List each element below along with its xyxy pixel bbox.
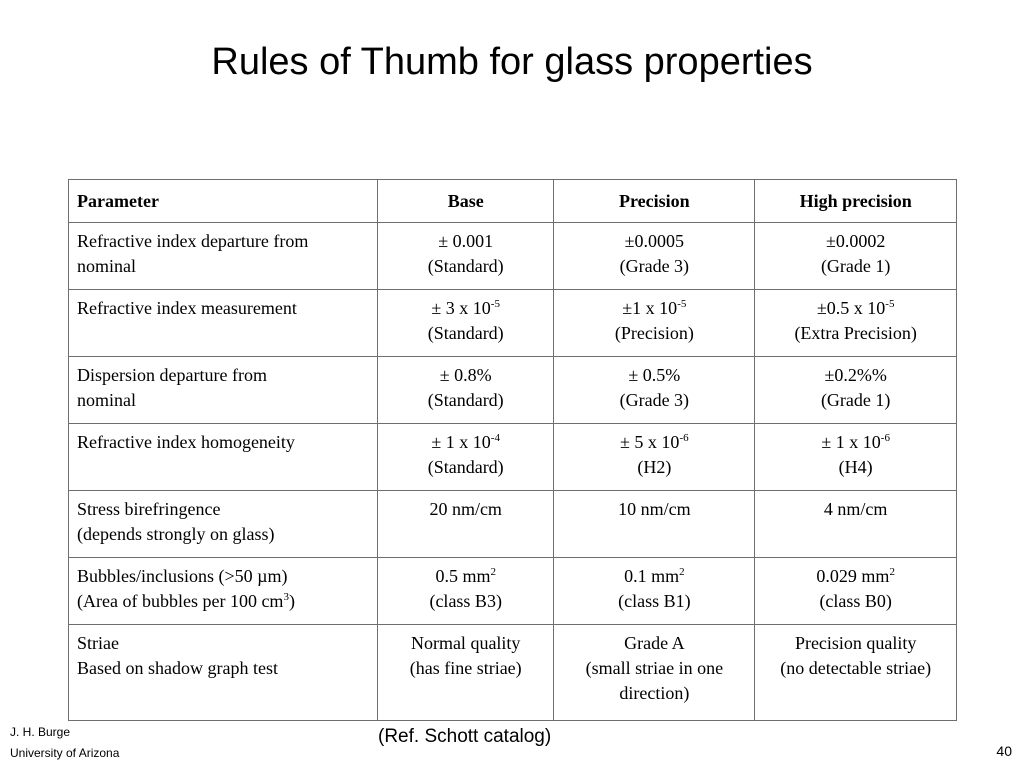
value-line: ±0.5 x $10^{-5}$ xyxy=(816,298,895,318)
base-cell xyxy=(378,558,554,625)
exponent: 2 xyxy=(679,566,685,578)
parameter-cell xyxy=(69,424,378,491)
parameter-line: nominal xyxy=(77,390,136,410)
base-cell xyxy=(378,357,554,424)
grade-line: (has fine striae) xyxy=(409,658,522,678)
table-row xyxy=(69,290,957,357)
value-line: 0.1 $mm^2$ xyxy=(624,566,685,586)
value-line: Normal quality xyxy=(410,633,521,653)
reference-note: (Ref. Schott catalog) xyxy=(378,726,552,747)
value-line: Grade A xyxy=(624,633,685,653)
precision-cell xyxy=(554,625,755,721)
value-line: Precision quality xyxy=(794,633,917,653)
exponent: 2 xyxy=(490,566,496,578)
exponent: -5 xyxy=(885,298,895,310)
value-line: ± 1 x $10^{-4}$ xyxy=(431,432,500,452)
value-line: 0.5 $mm^2$ xyxy=(435,566,496,586)
parameter-line: Bubbles/inclusions (>50 µm) xyxy=(77,566,288,586)
table-row xyxy=(69,491,957,558)
exponent: 3 xyxy=(283,591,289,603)
grade-line: (Precision) xyxy=(614,323,694,343)
base-cell xyxy=(378,290,554,357)
precision-cell xyxy=(554,290,755,357)
base-cell xyxy=(378,424,554,491)
parameter-cell xyxy=(69,491,378,558)
parameter-line: Based on shadow graph test xyxy=(77,658,278,678)
precision-cell xyxy=(554,491,755,558)
high-precision-cell xyxy=(755,357,957,424)
page-number: 40 xyxy=(996,743,1012,759)
table-row xyxy=(69,223,957,290)
grade-line: (small striae in one direction) xyxy=(585,658,724,703)
grade-line: (Grade 3) xyxy=(619,390,690,410)
parameter-line: Refractive index departure from xyxy=(77,231,309,251)
parameter-line: Refractive index homogeneity xyxy=(77,432,295,452)
grade-line: (class B1) xyxy=(618,591,691,611)
grade-line: (H4) xyxy=(838,457,873,477)
base-cell xyxy=(378,223,554,290)
grade-line: (Grade 1) xyxy=(820,256,891,276)
high-precision-cell xyxy=(755,558,957,625)
exponent: -5 xyxy=(677,298,687,310)
grade-line: (class B3) xyxy=(429,591,502,611)
grade-line: (class B0) xyxy=(819,591,892,611)
table-row xyxy=(69,625,957,721)
slide-title: Rules of Thumb for glass properties xyxy=(211,41,813,83)
parameter-cell xyxy=(69,223,378,290)
value-line: ± 0.5% xyxy=(628,365,681,385)
author-name: J. H. Burge xyxy=(10,725,71,739)
parameter-line: Stress birefringence xyxy=(77,499,221,519)
grade-line: (H2) xyxy=(637,457,672,477)
table-header-row xyxy=(69,180,957,223)
high-precision-cell xyxy=(755,223,957,290)
parameter-line: Dispersion departure from xyxy=(77,365,267,385)
value-line: 20 nm/cm xyxy=(429,499,502,519)
table-row xyxy=(69,357,957,424)
parameter-cell xyxy=(69,625,378,721)
value-line: ±1 x $10^{-5}$ xyxy=(622,298,687,318)
value-line: ±0.0002 xyxy=(825,231,886,251)
value-line: ±0.0005 xyxy=(624,231,685,251)
parameter-cell xyxy=(69,357,378,424)
parameter-line: (Area of bubbles per 100 $cm^3$) xyxy=(77,591,295,611)
value-line: ± 5 x $10^{-6}$ xyxy=(620,432,689,452)
precision-cell xyxy=(554,558,755,625)
high-precision-cell xyxy=(755,424,957,491)
exponent: -4 xyxy=(490,432,500,444)
header-parameter: Parameter xyxy=(69,180,378,223)
value-line: ± 0.001 xyxy=(438,231,494,251)
exponent: -5 xyxy=(490,298,500,310)
value-line: 10 nm/cm xyxy=(618,499,691,519)
header-high-precision: High precision xyxy=(755,180,957,223)
high-precision-cell xyxy=(755,491,957,558)
value-line: 4 nm/cm xyxy=(823,499,888,519)
grade-line: (Grade 1) xyxy=(820,390,891,410)
grade-line: (Standard) xyxy=(427,390,504,410)
grade-line: (no detectable striae) xyxy=(780,658,932,678)
precision-cell xyxy=(554,357,755,424)
grade-line: (Standard) xyxy=(427,256,504,276)
grade-line: (Standard) xyxy=(427,323,504,343)
value-line: 0.029 $mm^2$ xyxy=(816,566,895,586)
author-footer xyxy=(10,722,119,764)
value-line: ± 0.8% xyxy=(439,365,492,385)
precision-cell xyxy=(554,223,755,290)
header-base: Base xyxy=(378,180,554,223)
exponent: -6 xyxy=(880,432,890,444)
value-line: ± 1 x $10^{-6}$ xyxy=(821,432,890,452)
precision-cell xyxy=(554,424,755,491)
grade-line: (Extra Precision) xyxy=(794,323,917,343)
glass-properties-table xyxy=(68,179,957,721)
header-precision: Precision xyxy=(554,180,755,223)
grade-line: (Standard) xyxy=(427,457,504,477)
exponent: 2 xyxy=(889,566,895,578)
parameter-cell xyxy=(69,558,378,625)
value-line: ± 3 x $10^{-5}$ xyxy=(431,298,500,318)
grade-line: (Grade 3) xyxy=(619,256,690,276)
parameter-cell xyxy=(69,290,378,357)
base-cell xyxy=(378,491,554,558)
high-precision-cell xyxy=(755,625,957,721)
value-line: ±0.2%% xyxy=(824,365,887,385)
author-affiliation: University of Arizona xyxy=(10,746,120,760)
parameter-line: (depends strongly on glass) xyxy=(77,524,275,544)
exponent: -6 xyxy=(679,432,689,444)
table-row xyxy=(69,424,957,491)
parameter-line: Striae xyxy=(77,633,119,653)
parameter-line: nominal xyxy=(77,256,136,276)
high-precision-cell xyxy=(755,290,957,357)
table-row xyxy=(69,558,957,625)
parameter-line: Refractive index measurement xyxy=(77,298,297,318)
base-cell xyxy=(378,625,554,721)
